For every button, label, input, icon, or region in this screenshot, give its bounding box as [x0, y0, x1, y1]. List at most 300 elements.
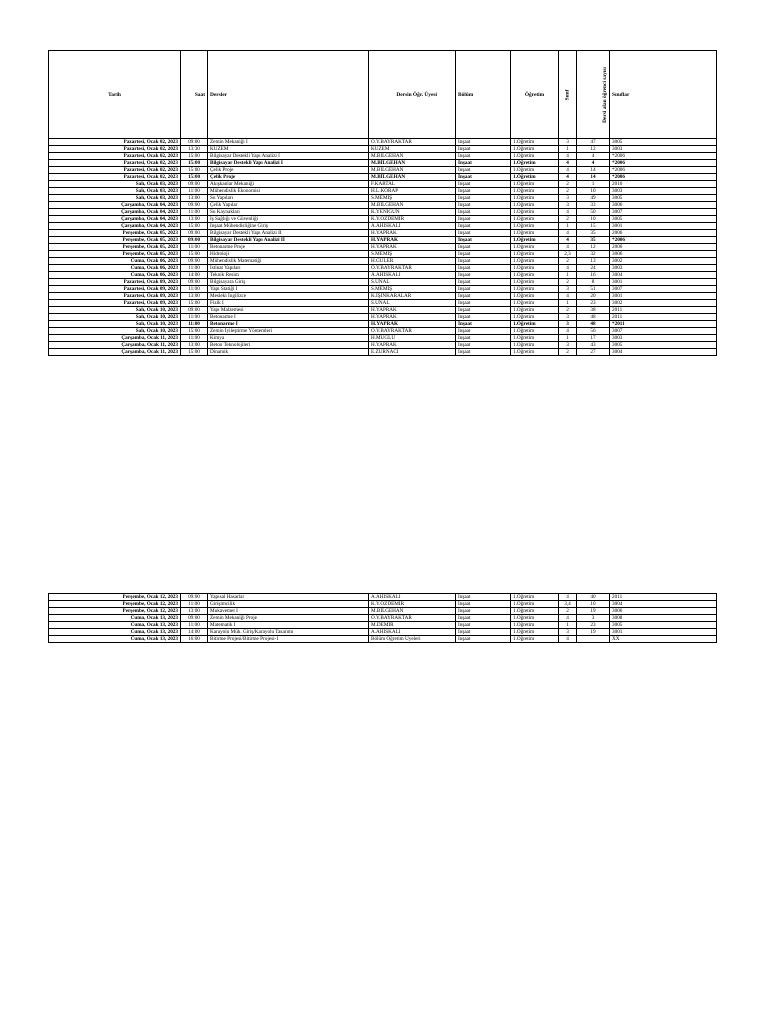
cell-saat: 13:00 [181, 293, 208, 300]
cell-ogretim: 1.Öğretim [511, 181, 559, 188]
cell-bolum: İnşaat [456, 314, 511, 321]
header-ogretim: Öğretim [511, 51, 559, 139]
cell-ogrenci-sayisi: 20 [577, 293, 610, 300]
cell-ogr-uyesi: S.MEMİŞ [369, 286, 456, 293]
table-row [49, 272, 717, 279]
cell-saat: 09:00 [181, 279, 208, 286]
cell-sinif: 4 [559, 328, 577, 335]
cell-date: Çarşamba, Ocak 11, 2023 [49, 335, 181, 342]
table-row [49, 258, 717, 265]
cell-sinif: 2 [559, 216, 577, 223]
cell-ders: Su Kaynakları [208, 209, 369, 216]
table-row [49, 342, 717, 349]
cell-ders: Teknik Resim [208, 272, 369, 279]
cell-saat: 15:00 [181, 160, 208, 167]
header-tarih: Tarih [49, 51, 181, 139]
cell-sinif: 2 [559, 608, 577, 615]
cell-sinif: 2 [559, 188, 577, 195]
cell-ogrenci-sayisi: 10 [577, 601, 610, 608]
cell-sinif: 3 [559, 202, 577, 209]
cell-bolum: İnşaat [456, 181, 511, 188]
cell-ogrenci-sayisi: 32 [577, 251, 610, 258]
cell-saat: 15:00 [181, 328, 208, 335]
cell-saat: 11:00 [181, 209, 208, 216]
cell-bolum: İnşaat [456, 629, 511, 636]
cell-ogr-uyesi: Bölüm Öğretim Üyeleri [369, 636, 456, 643]
cell-ogretim: 1.Öğretim [511, 209, 559, 216]
cell-ders: Kimya [208, 335, 369, 342]
cell-salon: *2011 [610, 321, 717, 328]
cell-salon: *2006 [610, 160, 717, 167]
cell-date: Cuma, Ocak 06, 2023 [49, 265, 181, 272]
cell-sinif: 4 [559, 160, 577, 167]
cell-ogretim: 1.Öğretim [511, 174, 559, 181]
cell-ogr-uyesi: E.ZURNACI [369, 349, 456, 356]
cell-salon: 3001 [610, 279, 717, 286]
cell-ogrenci-sayisi: 27 [577, 349, 610, 356]
cell-ogr-uyesi: A.AHISKALI [369, 629, 456, 636]
cell-saat: 13:00 [181, 342, 208, 349]
cell-sinif: 4 [559, 209, 577, 216]
table-row [49, 181, 717, 188]
cell-ders: Zemin İyileştirme Yöntemleri [208, 328, 369, 335]
cell-sinif: 1 [559, 146, 577, 153]
cell-salon: 3006 [610, 251, 717, 258]
cell-ogrenci-sayisi: 10 [577, 216, 610, 223]
cell-salon: 3006 [610, 202, 717, 209]
cell-ogr-uyesi: O.Y.BAYRAKTAR [369, 265, 456, 272]
cell-saat: 09:00 [181, 594, 208, 601]
cell-ders: Betonarme I [208, 321, 369, 328]
exam-schedule-table-continued [48, 593, 717, 643]
cell-date: Pazartesi, Ocak 09, 2023 [49, 286, 181, 293]
cell-saat: 15:00 [181, 251, 208, 258]
cell-sinif: 4 [559, 244, 577, 251]
cell-date: Salı, Ocak 03, 2023 [49, 188, 181, 195]
cell-saat: 09:00 [181, 307, 208, 314]
cell-date: Salı, Ocak 10, 2023 [49, 321, 181, 328]
cell-ogr-uyesi: M.BİLGEHAN [369, 153, 456, 160]
table-row [49, 629, 717, 636]
cell-saat: 15:00 [181, 223, 208, 230]
cell-ders: Akışkanlar Mekaniği [208, 181, 369, 188]
cell-bolum: İnşaat [456, 328, 511, 335]
cell-salon: *2006 [610, 167, 717, 174]
cell-ogretim: 1.Öğretim [511, 293, 559, 300]
cell-ogrenci-sayisi: 19 [577, 629, 610, 636]
table-row [49, 216, 717, 223]
cell-ogr-uyesi: H.YAPRAK [369, 230, 456, 237]
cell-ogrenci-sayisi: 51 [577, 286, 610, 293]
table-row [49, 622, 717, 629]
cell-ogrenci-sayisi: 10 [577, 188, 610, 195]
cell-sinif: 4 [559, 615, 577, 622]
cell-salon: 3002 [610, 258, 717, 265]
cell-ogr-uyesi: S.MEMİŞ [369, 195, 456, 202]
cell-salon: 3002 [610, 300, 717, 307]
table-row [49, 153, 717, 160]
cell-salon: *2006 [610, 174, 717, 181]
cell-ders: Yapı Malzemesi [208, 307, 369, 314]
table-row [49, 160, 717, 167]
cell-bolum: İnşaat [456, 349, 511, 356]
cell-date: Çarşamba, Ocak 04, 2023 [49, 216, 181, 223]
cell-salon: 3006 [610, 608, 717, 615]
table-row [49, 167, 717, 174]
cell-ogretim: 1.Öğretim [511, 146, 559, 153]
cell-date: Pazartesi, Ocak 02, 2023 [49, 139, 181, 146]
cell-ogretim: 1.Öğretim [511, 272, 559, 279]
cell-saat: 09:00 [181, 237, 208, 244]
cell-ders: Bilgisayar Destekli Yapı Analizi I [208, 160, 369, 167]
cell-ogrenci-sayisi: 48 [577, 321, 610, 328]
cell-ogretim: 1.Öğretim [511, 223, 559, 230]
cell-sinif: 4 [559, 174, 577, 181]
cell-ogretim: 1.Öğretim [511, 251, 559, 258]
cell-salon: 3004 [610, 349, 717, 356]
cell-bolum: İnşaat [456, 160, 511, 167]
cell-ders: Beton Teknolojileri [208, 342, 369, 349]
table-row [49, 139, 717, 146]
cell-bolum: İnşaat [456, 237, 511, 244]
cell-ogretim: 1.Öğretim [511, 307, 559, 314]
cell-bolum: İnşaat [456, 636, 511, 643]
cell-ders: Zemin Mekaniği Proje [208, 615, 369, 622]
cell-saat: 14:00 [181, 272, 208, 279]
cell-sinif: 4 [559, 237, 577, 244]
cell-ogr-uyesi: K.IŞINKARALAR [369, 293, 456, 300]
cell-bolum: İnşaat [456, 615, 511, 622]
cell-ders: Mühendislik Matematiği [208, 258, 369, 265]
cell-saat: 09:00 [181, 202, 208, 209]
cell-bolum: İnşaat [456, 307, 511, 314]
cell-salon: 3001 [610, 223, 717, 230]
cell-ders: Bilgisayar Destekli Yapı Analizi II [208, 230, 369, 237]
cell-ogr-uyesi: M.BİLGEHAN [369, 167, 456, 174]
cell-ders: İnşaat Mühendisliğine Giriş [208, 223, 369, 230]
cell-date: Perşembe, Ocak 05, 2023 [49, 230, 181, 237]
cell-ogrenci-sayisi: 3 [577, 615, 610, 622]
cell-date: Salı, Ocak 10, 2023 [49, 314, 181, 321]
cell-saat: 09:00 [181, 615, 208, 622]
cell-ogretim: 1.Öğretim [511, 279, 559, 286]
cell-salon: 2011 [610, 314, 717, 321]
cell-date: Salı, Ocak 03, 2023 [49, 195, 181, 202]
cell-salon: 3004 [610, 601, 717, 608]
cell-ogretim: 1.Öğretim [511, 139, 559, 146]
cell-date: Pazartesi, Ocak 02, 2023 [49, 174, 181, 181]
cell-bolum: İnşaat [456, 265, 511, 272]
cell-bolum: İnşaat [456, 202, 511, 209]
cell-ogrenci-sayisi: 48 [577, 314, 610, 321]
cell-ogretim: 1.Öğretim [511, 160, 559, 167]
cell-salon: 3005 [610, 342, 717, 349]
cell-bolum: İnşaat [456, 223, 511, 230]
cell-ders: Çelik Proje [208, 174, 369, 181]
cell-bolum: İnşaat [456, 174, 511, 181]
cell-ogrenci-sayisi: 19 [577, 608, 610, 615]
cell-sinif: 3,4 [559, 601, 577, 608]
cell-date: Cuma, Ocak 13, 2023 [49, 636, 181, 643]
cell-ogretim: 1.Öğretim [511, 202, 559, 209]
table-row [49, 195, 717, 202]
cell-ders: Bilgisayar Destekli Yapı Analizi II [208, 237, 369, 244]
cell-sinif: 3 [559, 139, 577, 146]
cell-ogr-uyesi: H.YAPRAK [369, 314, 456, 321]
cell-ogrenci-sayisi: 4 [577, 160, 610, 167]
cell-ogretim: 1.Öğretim [511, 629, 559, 636]
table1-body [49, 139, 717, 356]
table-row [49, 265, 717, 272]
cell-bolum: İnşaat [456, 153, 511, 160]
cell-ogr-uyesi: M.BİLGEHAN [369, 160, 456, 167]
cell-ders: Su Yapıları [208, 195, 369, 202]
cell-ogr-uyesi: F.KARTAL [369, 181, 456, 188]
cell-sinif: 2 [559, 181, 577, 188]
cell-ogr-uyesi: S.MEMİŞ [369, 251, 456, 258]
cell-salon: 3005 [610, 622, 717, 629]
cell-sinif: 4 [559, 230, 577, 237]
cell-saat: 09:00 [181, 139, 208, 146]
cell-bolum: İnşaat [456, 279, 511, 286]
cell-saat: 09:00 [181, 258, 208, 265]
cell-bolum: İnşaat [456, 601, 511, 608]
cell-ders: Yapı Statiği I [208, 286, 369, 293]
cell-salon: 3001 [610, 629, 717, 636]
cell-ogretim: 1.Öğretim [511, 195, 559, 202]
cell-date: Çarşamba, Ocak 04, 2023 [49, 223, 181, 230]
cell-salon: 2006 [610, 244, 717, 251]
cell-date: Perşembe, Ocak 12, 2023 [49, 594, 181, 601]
cell-sinif: 1 [559, 223, 577, 230]
cell-ogretim: 1.Öğretim [511, 615, 559, 622]
cell-ogr-uyesi: K.Y.ÖZDEMİR [369, 216, 456, 223]
cell-bolum: İnşaat [456, 293, 511, 300]
cell-saat: 15:00 [181, 167, 208, 174]
cell-ders: Bitirme Projesi/Bitirme Projesi-1 [208, 636, 369, 643]
cell-ogretim: 1.Öğretim [511, 300, 559, 307]
cell-ogrenci-sayisi: 17 [577, 335, 610, 342]
cell-saat: 14:00 [181, 629, 208, 636]
cell-saat: 09:00 [181, 181, 208, 188]
cell-date: Pazartesi, Ocak 02, 2023 [49, 146, 181, 153]
cell-ders: Fizik I [208, 300, 369, 307]
cell-bolum: İnşaat [456, 272, 511, 279]
cell-ogretim: 1.Öğretim [511, 601, 559, 608]
cell-saat: 15:00 [181, 349, 208, 356]
cell-ogr-uyesi: A.AHISKALI [369, 223, 456, 230]
cell-bolum: İnşaat [456, 209, 511, 216]
cell-salon: 2011 [610, 307, 717, 314]
cell-ogrenci-sayisi: 15 [577, 223, 610, 230]
cell-bolum: İnşaat [456, 146, 511, 153]
header-saat: Saat [181, 51, 208, 139]
cell-ogr-uyesi: K.Y.ÖZDEMİR [369, 601, 456, 608]
header-ogr-uyesi: Dersin Öğr. Üyesi [369, 51, 456, 139]
table-row [49, 279, 717, 286]
cell-sinif: 1 [559, 300, 577, 307]
cell-salon: 3008 [610, 615, 717, 622]
header-ogrenci-sayisi [577, 51, 610, 139]
cell-ogrenci-sayisi: 49 [577, 195, 610, 202]
cell-ogretim: 1.Öğretim [511, 188, 559, 195]
table-row [49, 209, 717, 216]
cell-ders: Betonarme I [208, 314, 369, 321]
cell-date: Cuma, Ocak 13, 2023 [49, 622, 181, 629]
cell-salon: XX [610, 636, 717, 643]
cell-ogretim: 1.Öğretim [511, 230, 559, 237]
cell-saat: 11:00 [181, 321, 208, 328]
cell-date: Pazartesi, Ocak 09, 2023 [49, 300, 181, 307]
cell-ogr-uyesi: O.Y.BAYRAKTAR [369, 328, 456, 335]
cell-saat: 11:00 [181, 244, 208, 251]
cell-salon: 2006 [610, 230, 717, 237]
cell-salon: 3003 [610, 146, 717, 153]
cell-date: Çarşamba, Ocak 11, 2023 [49, 342, 181, 349]
cell-ders: Mesleki İngilizce [208, 293, 369, 300]
cell-ogrenci-sayisi: 12 [577, 146, 610, 153]
header-sinif [559, 51, 577, 139]
cell-ders: Karayolu Müh. Giriş/Karayolu Tasarımı [208, 629, 369, 636]
cell-ders: Yapısal Hasarlar [208, 594, 369, 601]
cell-ogr-uyesi: H.MUĞLU [369, 335, 456, 342]
cell-sinif: 4 [559, 153, 577, 160]
cell-date: Salı, Ocak 10, 2023 [49, 307, 181, 314]
cell-ogretim: 1.Öğretim [511, 265, 559, 272]
table-row [49, 286, 717, 293]
cell-sinif: 1 [559, 335, 577, 342]
table-row [49, 349, 717, 356]
cell-ders: Mühendislik Ekonomisi [208, 188, 369, 195]
cell-bolum: İnşaat [456, 230, 511, 237]
cell-salon: 3007 [610, 286, 717, 293]
cell-ogretim: 1.Öğretim [511, 244, 559, 251]
table-row [49, 230, 717, 237]
header-siniflar: Sınıflar [610, 51, 717, 139]
cell-bolum: İnşaat [456, 608, 511, 615]
table2-body [49, 594, 717, 643]
cell-bolum: İnşaat [456, 188, 511, 195]
cell-ogr-uyesi: H.GÜLER [369, 258, 456, 265]
cell-date: Salı, Ocak 03, 2023 [49, 181, 181, 188]
cell-salon: 3004 [610, 272, 717, 279]
cell-salon: 3005 [610, 139, 717, 146]
cell-saat: 13:00 [181, 195, 208, 202]
cell-date: Perşembe, Ocak 12, 2023 [49, 608, 181, 615]
cell-ogr-uyesi: A.AHISKALI [369, 594, 456, 601]
cell-salon: 2010 [610, 181, 717, 188]
cell-sinif: 3 [559, 321, 577, 328]
cell-ogretim: 1.Öğretim [511, 328, 559, 335]
cell-sinif: 2 [559, 279, 577, 286]
cell-ders: Girişimcilik [208, 601, 369, 608]
cell-sinif: 2,3 [559, 251, 577, 258]
cell-date: Pazartesi, Ocak 02, 2023 [49, 160, 181, 167]
cell-date: Pazartesi, Ocak 02, 2023 [49, 153, 181, 160]
cell-ders: Bilgisayar Destekli Yapı Analizi I [208, 153, 369, 160]
cell-ogrenci-sayisi: 16 [577, 272, 610, 279]
cell-ogr-uyesi: H.YAPRAK [369, 342, 456, 349]
table-row [49, 608, 717, 615]
cell-ders: Bilgisayara Giriş [208, 279, 369, 286]
cell-salon: 3005 [610, 195, 717, 202]
cell-bolum: İnşaat [456, 195, 511, 202]
cell-salon: 2011 [610, 594, 717, 601]
cell-saat: 11:00 [181, 265, 208, 272]
cell-saat: 13:00 [181, 216, 208, 223]
cell-ders: İş Sağlığı ve Güvenliği [208, 216, 369, 223]
cell-ogr-uyesi: H.L.KORAP [369, 188, 456, 195]
table-row [49, 244, 717, 251]
cell-ogr-uyesi: H.YAPRAK [369, 307, 456, 314]
cell-date: Çarşamba, Ocak 04, 2023 [49, 202, 181, 209]
cell-ogrenci-sayisi: 33 [577, 202, 610, 209]
cell-ogrenci-sayisi: 35 [577, 230, 610, 237]
table-row [49, 601, 717, 608]
cell-ogretim: 1.Öğretim [511, 349, 559, 356]
cell-ogrenci-sayisi: 43 [577, 342, 610, 349]
cell-saat: 11:00 [181, 622, 208, 629]
cell-ders: Betonarme Proje [208, 244, 369, 251]
table-row [49, 636, 717, 643]
cell-bolum: İnşaat [456, 335, 511, 342]
cell-date: Perşembe, Ocak 05, 2023 [49, 244, 181, 251]
cell-ogr-uyesi: S.ÜNAL [369, 279, 456, 286]
cell-bolum: İnşaat [456, 300, 511, 307]
cell-ogrenci-sayisi: 23 [577, 622, 610, 629]
cell-ogr-uyesi: M.DEMİR [369, 622, 456, 629]
cell-ogr-uyesi: M.BİLGEHAN [369, 174, 456, 181]
cell-ogrenci-sayisi: 50 [577, 209, 610, 216]
cell-ogr-uyesi: H.YAPRAK [369, 237, 456, 244]
cell-ogretim: 1.Öğretim [511, 342, 559, 349]
cell-date: Perşembe, Ocak 12, 2023 [49, 601, 181, 608]
cell-sinif: 4 [559, 265, 577, 272]
cell-ders: Matematik I [208, 622, 369, 629]
cell-saat: 09:00 [181, 230, 208, 237]
cell-bolum: İnşaat [456, 594, 511, 601]
cell-ders: Mukavemet I [208, 608, 369, 615]
cell-sinif: 4 [559, 636, 577, 643]
table-row [49, 594, 717, 601]
cell-date: Cuma, Ocak 13, 2023 [49, 629, 181, 636]
cell-date: Çarşamba, Ocak 04, 2023 [49, 209, 181, 216]
cell-sinif: 2 [559, 307, 577, 314]
cell-saat: 13:30 [181, 146, 208, 153]
cell-ogretim: 1.Öğretim [511, 636, 559, 643]
cell-ogretim: 1.Öğretim [511, 216, 559, 223]
cell-date: Cuma, Ocak 13, 2023 [49, 615, 181, 622]
cell-ogrenci-sayisi: 12 [577, 244, 610, 251]
cell-ders: Çelik Yapılar [208, 202, 369, 209]
cell-sinif: 3 [559, 629, 577, 636]
cell-date: Pazartesi, Ocak 09, 2023 [49, 279, 181, 286]
cell-ogretim: 1.Öğretim [511, 286, 559, 293]
table-row [49, 146, 717, 153]
cell-ogr-uyesi: O.Y.BAYRAKTAR [369, 139, 456, 146]
cell-bolum: İnşaat [456, 342, 511, 349]
cell-salon: *2006 [610, 237, 717, 244]
cell-sinif: 2 [559, 258, 577, 265]
cell-ogrenci-sayisi: 1 [577, 181, 610, 188]
table-row [49, 223, 717, 230]
cell-salon: 3003 [610, 265, 717, 272]
exam-schedule-table [48, 50, 717, 356]
cell-ders: Hidroloji [208, 251, 369, 258]
header-bolum: Bölüm [456, 51, 511, 139]
cell-date: Salı, Ocak 10, 2023 [49, 328, 181, 335]
cell-sinif: 2 [559, 349, 577, 356]
